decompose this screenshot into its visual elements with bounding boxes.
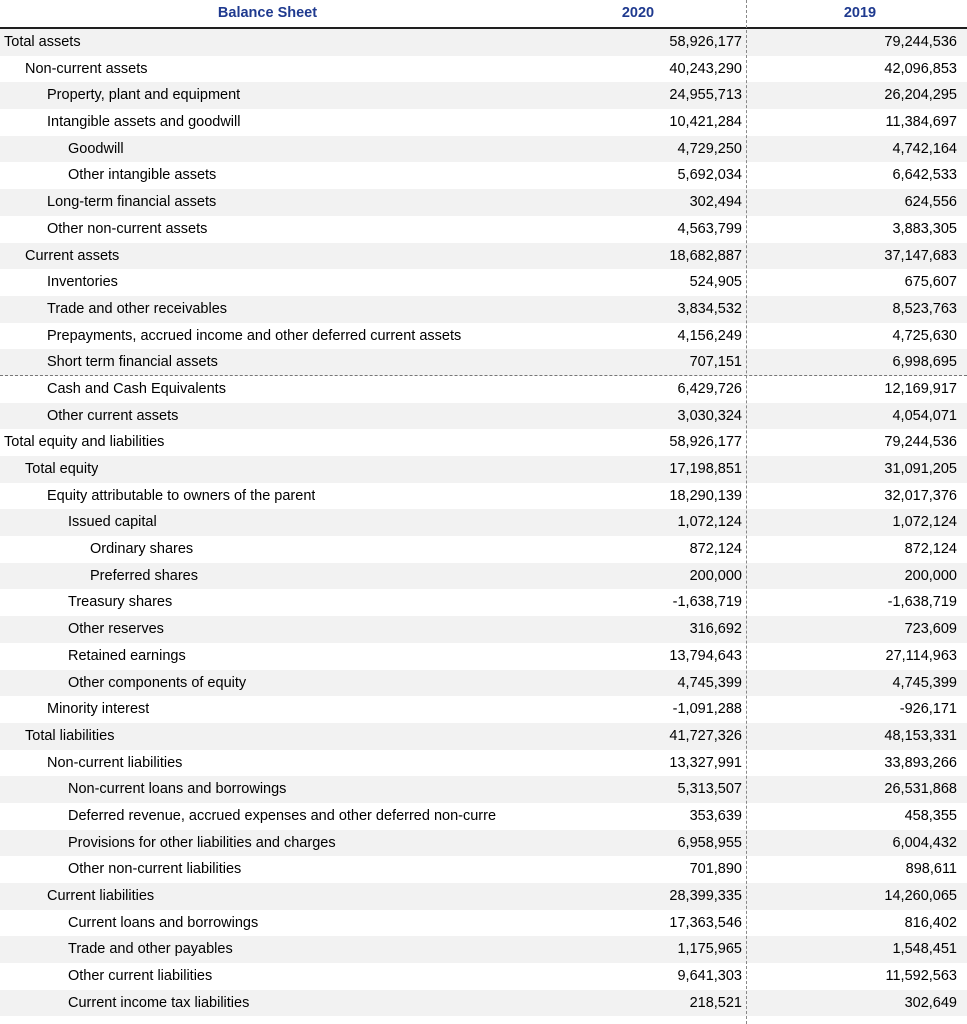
table-row bbox=[0, 643, 967, 670]
value-2020: 1,175,965 bbox=[677, 941, 742, 958]
table-row bbox=[0, 803, 967, 830]
row-label: Other reserves bbox=[68, 621, 164, 638]
value-2019: 3,883,305 bbox=[892, 220, 957, 237]
table-header bbox=[0, 0, 967, 29]
table-row bbox=[0, 189, 967, 216]
row-label: Total equity bbox=[25, 461, 99, 477]
row-label: Other non-current assets bbox=[47, 220, 208, 237]
value-2020: 701,890 bbox=[689, 861, 742, 878]
value-2019: 675,607 bbox=[904, 274, 957, 291]
value-2020: 1,072,124 bbox=[677, 514, 742, 531]
table-row bbox=[0, 750, 967, 777]
row-label: Preferred shares bbox=[90, 567, 198, 584]
value-2020: 41,727,326 bbox=[669, 727, 742, 744]
table-row bbox=[0, 403, 967, 430]
value-2020: 24,955,713 bbox=[669, 87, 742, 104]
value-2020: 17,198,851 bbox=[669, 461, 742, 477]
row-label: Other intangible assets bbox=[68, 167, 217, 184]
row-label: Total assets bbox=[4, 34, 81, 50]
row-label: Trade and other payables bbox=[68, 941, 233, 958]
table-row bbox=[0, 269, 967, 296]
value-2020: 13,794,643 bbox=[669, 647, 742, 664]
value-2019: 4,725,630 bbox=[892, 327, 957, 344]
table-row bbox=[0, 670, 967, 697]
column-divider bbox=[746, 0, 747, 1024]
value-2019: 200,000 bbox=[904, 567, 957, 584]
table-row bbox=[0, 963, 967, 990]
value-2020: 6,958,955 bbox=[677, 834, 742, 851]
row-label: Other non-current liabilities bbox=[68, 861, 242, 878]
row-label: Non-current liabilities bbox=[47, 754, 183, 771]
value-2019: 8,523,763 bbox=[892, 300, 957, 317]
row-label: Intangible assets and goodwill bbox=[47, 114, 241, 131]
table-row bbox=[0, 456, 967, 483]
value-2020: 200,000 bbox=[689, 567, 742, 584]
value-2019: 1,548,451 bbox=[892, 941, 957, 958]
value-2020: 10,421,284 bbox=[669, 114, 742, 131]
value-2019: 458,355 bbox=[904, 807, 957, 824]
value-2020: 353,639 bbox=[689, 807, 742, 824]
table-body bbox=[0, 29, 967, 1016]
table-row bbox=[0, 109, 967, 136]
column-header-2019: 2019 bbox=[843, 5, 877, 21]
value-2019: 26,204,295 bbox=[884, 87, 957, 104]
row-label: Inventories bbox=[47, 274, 118, 291]
value-2019: 11,592,563 bbox=[885, 968, 957, 985]
row-label: Long-term financial assets bbox=[47, 194, 217, 211]
value-2020: 302,494 bbox=[689, 194, 742, 211]
value-2020: 28,399,335 bbox=[669, 888, 742, 904]
row-label: Property, plant and equipment bbox=[47, 87, 241, 104]
row-label: Current liabilities bbox=[47, 888, 155, 904]
value-2020: 40,243,290 bbox=[669, 60, 742, 77]
row-label: Retained earnings bbox=[68, 647, 186, 664]
table-row bbox=[0, 376, 967, 403]
value-2020: 13,327,991 bbox=[669, 754, 742, 771]
value-2019: 4,054,071 bbox=[892, 407, 957, 424]
value-2019: 6,004,432 bbox=[892, 834, 957, 851]
value-2020: 18,290,139 bbox=[669, 487, 742, 504]
value-2019: 4,742,164 bbox=[892, 140, 957, 157]
value-2019: 723,609 bbox=[904, 621, 957, 638]
value-2019: 12,169,917 bbox=[884, 380, 957, 397]
value-2020: 9,641,303 bbox=[677, 968, 742, 985]
value-2020: 6,429,726 bbox=[677, 380, 742, 397]
value-2020: 316,692 bbox=[689, 621, 742, 638]
row-label: Non-current loans and borrowings bbox=[68, 781, 287, 798]
row-label: Provisions for other liabilities and charges bbox=[68, 834, 336, 851]
table-row bbox=[0, 883, 967, 910]
row-label: Other current assets bbox=[47, 407, 179, 424]
table-title: Balance Sheet bbox=[217, 5, 318, 21]
row-label: Other components of equity bbox=[68, 674, 247, 691]
value-2020: 524,905 bbox=[689, 274, 742, 291]
table-row bbox=[0, 696, 967, 723]
value-2019: 32,017,376 bbox=[884, 487, 957, 504]
table-row bbox=[0, 56, 967, 83]
row-label: Issued capital bbox=[68, 514, 157, 531]
row-label: Goodwill bbox=[68, 140, 124, 157]
table-row bbox=[0, 536, 967, 563]
row-label: Total equity and liabilities bbox=[4, 434, 165, 451]
value-2020: 4,156,249 bbox=[677, 327, 742, 344]
value-2019: 11,384,697 bbox=[885, 114, 957, 131]
table-row bbox=[0, 589, 967, 616]
value-2019: 79,244,536 bbox=[884, 34, 957, 50]
value-2019: 872,124 bbox=[904, 541, 957, 558]
value-2020: 58,926,177 bbox=[669, 34, 742, 50]
table-row bbox=[0, 483, 967, 510]
row-label: Equity attributable to owners of the parent bbox=[47, 487, 316, 504]
value-2019: -926,171 bbox=[899, 701, 957, 718]
table-row bbox=[0, 429, 967, 456]
row-label: Prepayments, accrued income and other deferred current assets bbox=[47, 327, 462, 344]
value-2019: 26,531,868 bbox=[884, 781, 957, 798]
value-2020: 17,363,546 bbox=[669, 914, 742, 931]
value-2019: 816,402 bbox=[904, 914, 957, 931]
value-2019: 79,244,536 bbox=[884, 434, 957, 451]
table-row bbox=[0, 349, 967, 376]
value-2019: 6,998,695 bbox=[892, 354, 957, 371]
row-label: Minority interest bbox=[47, 701, 150, 718]
table-row bbox=[0, 216, 967, 243]
value-2019: 31,091,205 bbox=[884, 461, 957, 477]
column-header-2020: 2020 bbox=[621, 5, 655, 21]
table-row bbox=[0, 723, 967, 750]
value-2020: 707,151 bbox=[689, 354, 742, 371]
value-2020: 3,834,532 bbox=[677, 300, 742, 317]
row-label: Current income tax liabilities bbox=[68, 994, 250, 1011]
row-label: Treasury shares bbox=[68, 594, 173, 611]
value-2019: 33,893,266 bbox=[884, 754, 957, 771]
table-row bbox=[0, 29, 967, 56]
value-2020: 3,030,324 bbox=[677, 407, 742, 424]
value-2019: 27,114,963 bbox=[885, 647, 957, 664]
value-2020: 18,682,887 bbox=[669, 247, 742, 264]
table-row bbox=[0, 136, 967, 163]
table-row bbox=[0, 936, 967, 963]
value-2019: 48,153,331 bbox=[884, 727, 957, 744]
table-row bbox=[0, 910, 967, 937]
row-label: Deferred revenue, accrued expenses and other deferred non-curre bbox=[68, 807, 497, 824]
row-label: Total liabilities bbox=[25, 727, 115, 744]
row-label: Current loans and borrowings bbox=[68, 914, 259, 931]
table-row bbox=[0, 162, 967, 189]
value-2019: 1,072,124 bbox=[892, 514, 957, 531]
value-2019: 302,649 bbox=[904, 994, 957, 1011]
value-2020: 58,926,177 bbox=[669, 434, 742, 451]
table-row bbox=[0, 990, 967, 1017]
value-2020: 4,729,250 bbox=[677, 140, 742, 157]
value-2019: 6,642,533 bbox=[892, 167, 957, 184]
table-row bbox=[0, 82, 967, 109]
table-row bbox=[0, 563, 967, 590]
value-2020: 218,521 bbox=[689, 994, 742, 1011]
row-label: Other current liabilities bbox=[68, 968, 213, 985]
value-2020: 4,563,799 bbox=[677, 220, 742, 237]
value-2019: 37,147,683 bbox=[884, 247, 957, 264]
row-label: Short term financial assets bbox=[47, 354, 218, 371]
table-row bbox=[0, 296, 967, 323]
value-2020: 872,124 bbox=[689, 541, 742, 558]
table-row bbox=[0, 856, 967, 883]
value-2020: -1,091,288 bbox=[672, 701, 742, 718]
value-2020: 5,313,507 bbox=[677, 781, 742, 798]
value-2019: 624,556 bbox=[904, 194, 957, 211]
table-row bbox=[0, 616, 967, 643]
value-2019: 898,611 bbox=[905, 861, 957, 878]
table-row bbox=[0, 323, 967, 350]
table-row bbox=[0, 509, 967, 536]
row-label: Current assets bbox=[25, 247, 120, 264]
value-2020: 5,692,034 bbox=[677, 167, 742, 184]
table-row bbox=[0, 830, 967, 857]
value-2019: 42,096,853 bbox=[884, 60, 957, 77]
row-label: Non-current assets bbox=[25, 60, 148, 77]
value-2019: 14,260,065 bbox=[884, 888, 957, 904]
value-2020: 4,745,399 bbox=[677, 674, 742, 691]
table-row bbox=[0, 243, 967, 270]
row-label: Trade and other receivables bbox=[47, 300, 228, 317]
row-label: Ordinary shares bbox=[90, 541, 194, 558]
value-2019: -1,638,719 bbox=[887, 594, 957, 611]
table-row bbox=[0, 776, 967, 803]
value-2019: 4,745,399 bbox=[892, 674, 957, 691]
row-label: Cash and Cash Equivalents bbox=[47, 380, 226, 397]
value-2020: -1,638,719 bbox=[672, 594, 742, 611]
